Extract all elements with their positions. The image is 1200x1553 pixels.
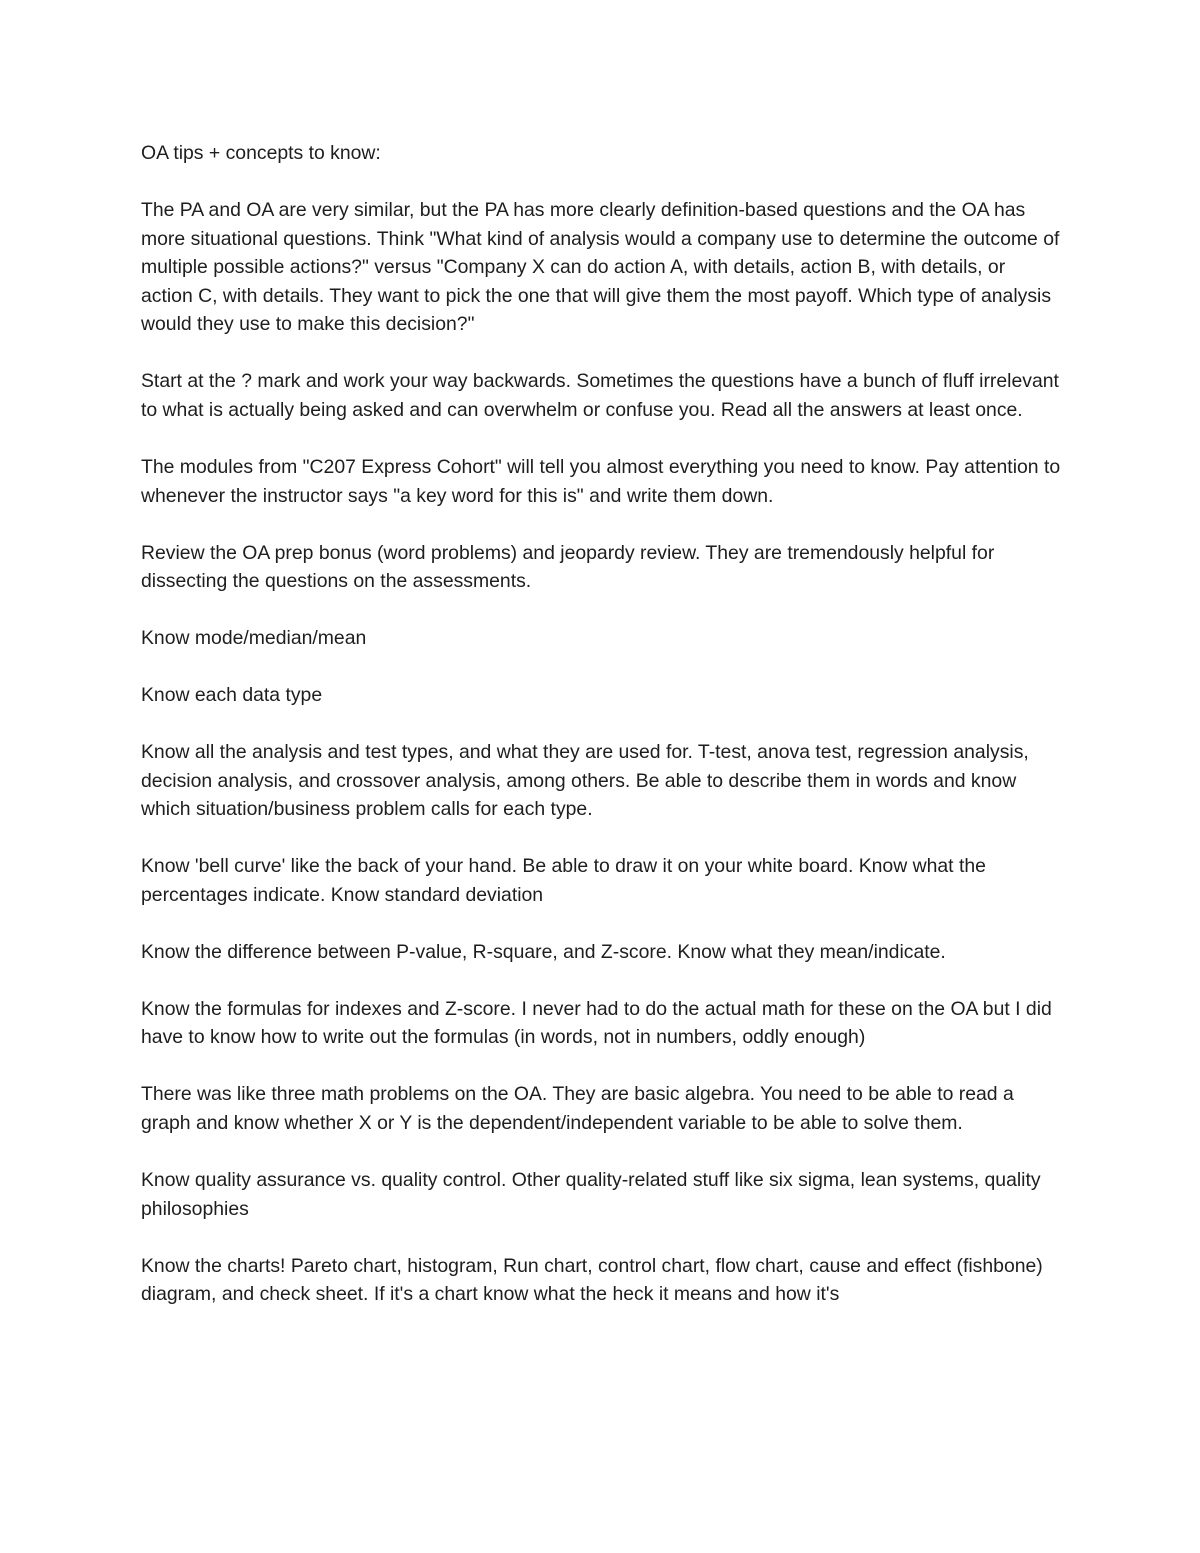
paragraph-analysis-test-types: Know all the analysis and test types, and what they are used for. T-test, anova test, regression analysis, decision analysis, and crossover analysis, among others. Be able to describe them in words and know which situation/business problem calls for each type. bbox=[141, 741, 1029, 821]
document-heading: OA tips + concepts to know: bbox=[141, 142, 381, 164]
paragraph-know-the-charts: Know the charts! Pareto chart, histogram, Run chart, control chart, flow chart, cause and effect (fishbone) diagram, and check sheet. If it's a chart know what the heck it means and how it's bbox=[141, 1254, 1043, 1306]
document-body bbox=[141, 139, 1061, 1337]
paragraph-data-type: Know each data type bbox=[141, 684, 323, 707]
paragraph-mode-median-mean: Know mode/median/mean bbox=[141, 627, 367, 650]
paragraph-formulas: Know the formulas for indexes and Z-score. I never had to do the actual math for these on the OA but I did have to know how to write out the formulas (in words, not in numbers, oddly enough) bbox=[141, 997, 1052, 1049]
paragraph-bell-curve: Know 'bell curve' like the back of your hand. Be able to draw it on your white board. Know what the percentages indicate. Know standard deviation bbox=[141, 855, 986, 906]
paragraph-quality-assurance: Know quality assurance vs. quality control. Other quality-related stuff like six sigma, lean systems, quality philosophies bbox=[141, 1168, 1041, 1220]
paragraph-pvalue-rsquare-zscore: Know the difference between P-value, R-square, and Z-score. Know what they mean/indicate. bbox=[141, 940, 946, 963]
paragraph-pa-oa-comparison: The PA and OA are very similar, but the PA has more clearly definition-based questions and the OA has more situational questions. Think "What kind of analysis would a company use to determine the outcome of multiple possible actions?" versus "Company X can do action A, with details, action B, with details, or action C, with details. They want to pick the one that will give them the most payoff. Which type of analysis would they use to make this decision?" bbox=[141, 198, 1060, 336]
paragraph-oa-prep-bonus: Review the OA prep bonus (word problems) and jeopardy review. They are tremendously helpful for dissecting the questions on the assessments. bbox=[141, 541, 995, 593]
paragraph-express-cohort-modules: The modules from "C207 Express Cohort" will tell you almost everything you need to know. Pay attention to whenever the instructor says "a key word for this is" and write them down. bbox=[141, 455, 1061, 507]
paragraph-math-problems: There was like three math problems on the OA. They are basic algebra. You need to be able to read a graph and know whether X or Y is the dependent/independent variable to be able to solve them. bbox=[141, 1083, 1014, 1134]
paragraph-start-at-question-mark: Start at the ? mark and work your way backwards. Sometimes the questions have a bunch of fluff irrelevant to what is actually being asked and can overwhelm or confuse you. Read all the answers at least once. bbox=[141, 370, 1059, 421]
